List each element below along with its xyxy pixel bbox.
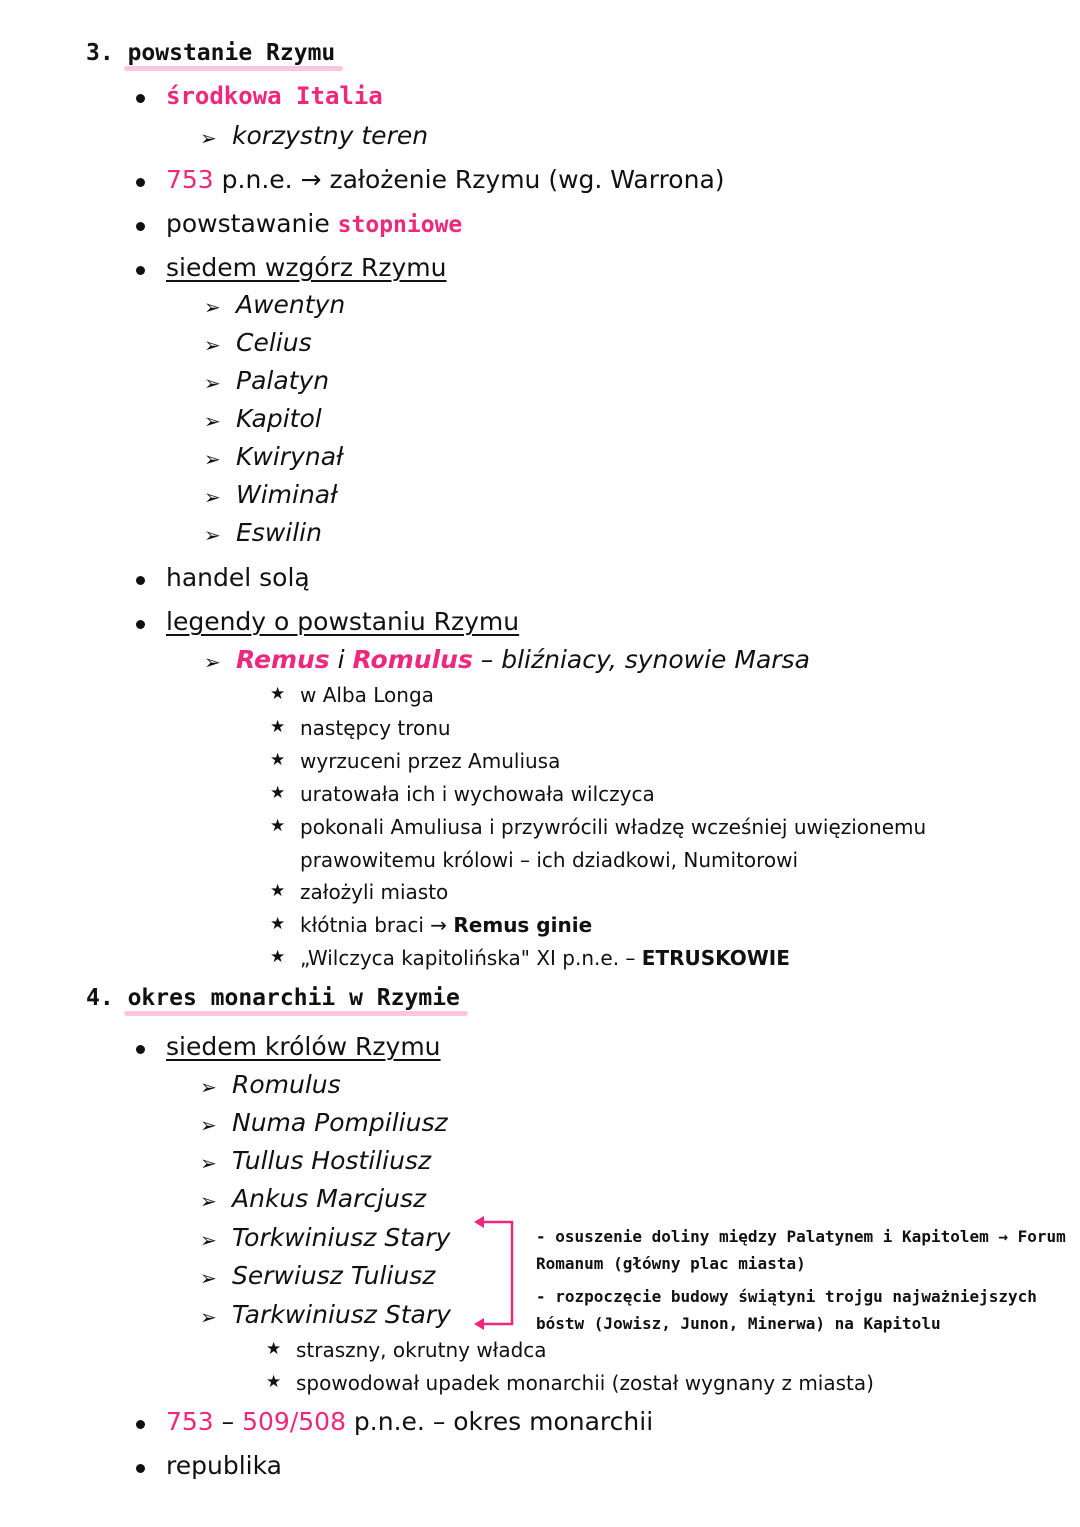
gradual-em: stopniowe <box>337 212 463 238</box>
bullet-founding-year <box>166 165 725 194</box>
arrow-bullet-icon: ➢ <box>204 485 221 509</box>
arrow-bullet-icon: ➢ <box>200 1266 217 1290</box>
star-icon: ★ <box>270 684 286 704</box>
bullet-dot <box>136 1464 145 1473</box>
king-item: Ankus Marcjusz <box>232 1184 427 1213</box>
bullet-gradual <box>166 209 462 238</box>
bullet-monarchy-period <box>166 1407 653 1436</box>
hill-item: Kapitol <box>236 404 322 433</box>
arrow-bullet-icon: ➢ <box>200 1305 217 1329</box>
star-icon: ★ <box>270 947 286 967</box>
section-3-heading <box>86 40 335 66</box>
legend-detail-continued: prawowitemu królowi – ich dziadkowi, Numitorowi <box>300 848 799 872</box>
bullet-dot <box>136 1420 145 1429</box>
star-icon: ★ <box>266 1339 282 1359</box>
tarquin-detail: straszny, okrutny władca <box>296 1338 547 1362</box>
hill-item: Palatyn <box>236 366 330 395</box>
section-4-heading <box>86 985 460 1011</box>
note-line: - rozpoczęcie budowy świątyni trojgu najważniejszych <box>536 1287 1037 1306</box>
arrow-bullet-icon: ➢ <box>204 295 221 319</box>
star-icon: ★ <box>266 1372 282 1392</box>
arrow-bullet-icon: ➢ <box>200 1189 217 1213</box>
legend-twins <box>236 645 810 674</box>
star-icon: ★ <box>270 914 286 934</box>
bullet-salt-trade: handel solą <box>166 563 310 592</box>
section-title: powstanie Rzymu <box>127 40 336 66</box>
year-753: 753 <box>166 165 214 194</box>
monarchy-text: p.n.e. – okres monarchii <box>345 1407 654 1436</box>
arrow-bullet-icon: ➢ <box>200 1228 217 1252</box>
legend-and: i <box>329 645 353 674</box>
king-item: Romulus <box>232 1070 341 1099</box>
section-number: 4. <box>86 985 114 1011</box>
legend-detail: pokonali Amuliusa i przywrócili władzę wcześniej uwięzionemu <box>300 815 927 839</box>
arrow-bullet-icon: ➢ <box>200 126 217 150</box>
tarquin-detail: spowodował upadek monarchii (został wygnany z miasta) <box>296 1371 874 1395</box>
bullet-dot <box>136 576 145 585</box>
arrow-bullet-icon: ➢ <box>204 523 221 547</box>
section-number: 3. <box>86 40 114 66</box>
wolf-pre: „Wilczyca kapitolińska" XI p.n.e. – <box>300 946 642 970</box>
founding-text: p.n.e. → założenie Rzymu (wg. Warrona) <box>213 165 725 194</box>
gradual-pre: powstawanie <box>166 209 338 238</box>
king-item: Torkwiniusz Stary <box>232 1223 451 1252</box>
bullet-seven-kings: siedem królów Rzymu <box>166 1032 441 1061</box>
bullet-seven-hills: siedem wzgórz Rzymu <box>166 253 447 282</box>
hill-item: Kwirynał <box>236 442 344 471</box>
bullet-republic: republika <box>166 1451 282 1480</box>
legend-detail: następcy tronu <box>300 716 451 740</box>
arrow-bullet-icon: ➢ <box>204 333 221 357</box>
sub-favorable-terrain: korzystny teren <box>232 121 429 150</box>
legend-detail: założyli miasto <box>300 880 449 904</box>
bullet-central-italy: środkowa Italia <box>166 82 383 110</box>
wolf-bold: ETRUSKOWIE <box>641 946 790 970</box>
bullet-dot <box>136 1045 145 1054</box>
year-753: 753 <box>166 1407 214 1436</box>
hill-item: Celius <box>236 328 312 357</box>
legend-detail: wyrzuceni przez Amuliusa <box>300 749 561 773</box>
legend-detail-wolf <box>300 946 790 970</box>
bullet-dot <box>136 266 145 275</box>
arrow-bullet-icon: ➢ <box>200 1075 217 1099</box>
fight-bold: Remus ginie <box>453 913 593 937</box>
bullet-dot <box>136 620 145 629</box>
star-icon: ★ <box>270 881 286 901</box>
bullet-dot <box>136 94 145 103</box>
star-icon: ★ <box>270 717 286 737</box>
section-title: okres monarchii w Rzymie <box>127 985 460 1011</box>
year-509: 509/508 <box>242 1407 346 1436</box>
arrow-bullet-icon: ➢ <box>204 409 221 433</box>
hill-item: Wiminał <box>236 480 338 509</box>
bullet-dot <box>136 178 145 187</box>
king-item: Numa Pompiliusz <box>232 1108 448 1137</box>
bullet-legends: legendy o powstaniu Rzymu <box>166 607 520 636</box>
king-item: Tullus Hostiliusz <box>232 1146 432 1175</box>
arrow-bullet-icon: ➢ <box>200 1151 217 1175</box>
star-icon: ★ <box>270 750 286 770</box>
legend-detail: uratowała ich i wychowała wilczyca <box>300 782 655 806</box>
bracket-arrow-icon <box>470 1212 520 1332</box>
dash: – <box>213 1407 243 1436</box>
bullet-dot <box>136 222 145 231</box>
arrow-bullet-icon: ➢ <box>204 447 221 471</box>
name-remus: Remus <box>236 645 330 674</box>
hill-item: Awentyn <box>236 290 346 319</box>
arrow-bullet-icon: ➢ <box>204 650 221 674</box>
note-line: - osuszenie doliny między Palatynem i Kapitolem → Forum <box>536 1227 1066 1246</box>
legend-rest: – bliźniacy, synowie Marsa <box>472 645 810 674</box>
note-line: Romanum (główny plac miasta) <box>536 1254 806 1273</box>
king-item: Tarkwiniusz Stary <box>232 1300 451 1329</box>
arrow-bullet-icon: ➢ <box>204 371 221 395</box>
name-romulus: Romulus <box>352 645 473 674</box>
star-icon: ★ <box>270 816 286 836</box>
legend-detail-fight <box>300 913 592 937</box>
hill-item: Eswilin <box>236 518 322 547</box>
star-icon: ★ <box>270 783 286 803</box>
note-line: bóstw (Jowisz, Junon, Minerwa) na Kapitolu <box>536 1314 941 1333</box>
arrow-bullet-icon: ➢ <box>200 1113 217 1137</box>
fight-pre: kłótnia braci → <box>300 913 454 937</box>
king-item: Serwiusz Tuliusz <box>232 1261 436 1290</box>
legend-detail: w Alba Longa <box>300 683 434 707</box>
